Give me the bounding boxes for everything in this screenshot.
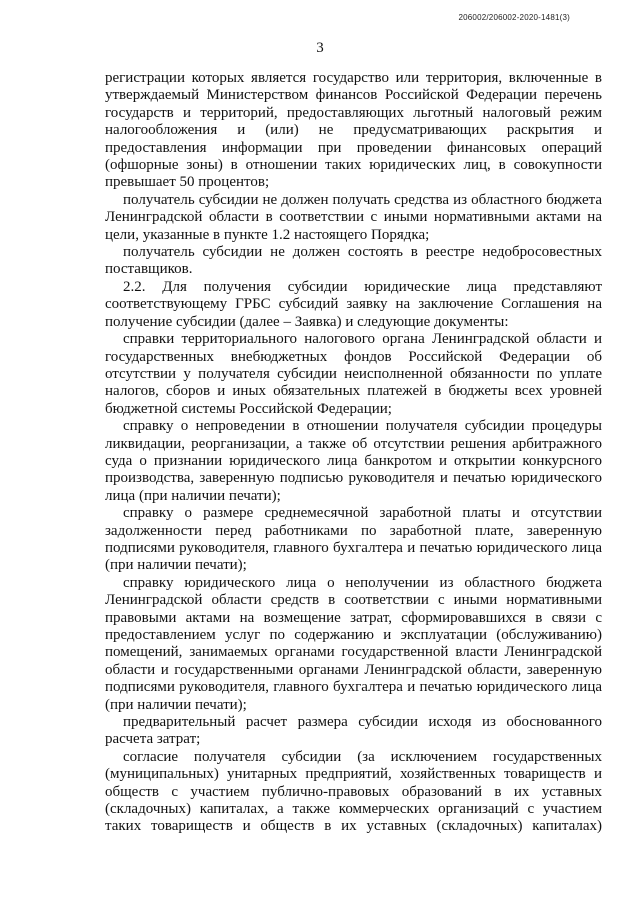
paragraph: справки территориального налогового органа Ленинградской области и государственных внебюджетных фондов Российской Федерации об отсутствии у получателя субсидии неисполненной обязанности по уплате налогов, сборов и иных обязательных платежей в бюджеты всех уровней бюджетной системы Российской Федерации;: [105, 331, 602, 417]
paragraph: справку юридического лица о неполучении из областного бюджета Ленинградской области средств в соответствии с иными нормативными правовыми актами на возмещение затрат, сформировавшихся в связи с предоставлением услуг по содержанию и эксплуатации (обслуживанию) помещений, занимаемых органами государственной власти Ленинградской области и государственными органами Ленинградской области, заверенную подписями руководителя, главного бухгалтера и печатью юридического лица (при наличии печати);: [105, 574, 602, 713]
paragraph: получатель субсидии не должен состоять в реестре недобросовестных поставщиков.: [105, 244, 602, 278]
paragraph: предварительный расчет размера субсидии исходя из обоснованного расчета затрат;: [105, 714, 602, 748]
paragraph: регистрации которых является государство или территория, включенные в утверждаемый Министерством финансов Российской Федерации перечень государств и территорий, предоставляющих льготный налоговый режим налогообложения и (или) не предусматривающих раскрытия и предоставления информации при проведении финансовых операций (офшорные зоны) в отношении таких юридических лиц, в совокупности превышает 50 процентов;: [105, 70, 602, 191]
document-id: 206002/206002-2020-1481(3): [458, 13, 570, 22]
paragraph: 2.2. Для получения субсидии юридические лица представляют соответствующему ГРБС субсидий заявку на заключение Соглашения на получение субсидии (далее – Заявка) и следующие документы:: [105, 278, 602, 330]
paragraph: согласие получателя субсидии (за исключением государственных (муниципальных) унитарных предприятий, хозяйственных товариществ и обществ с участием публично-правовых образований в их уставных (складочных) капиталах, а также коммерческих организаций с участием таких товариществ и обществ в их уставных (складочных) капиталах): [105, 748, 602, 835]
paragraph: справку о размере среднемесячной заработной платы и отсутствии задолженности перед работниками по заработной плате, заверенную подписями руководителя, главного бухгалтера и печатью юридического лица (при наличии печати);: [105, 505, 602, 574]
page-number: 3: [316, 40, 324, 56]
paragraph: получатель субсидии не должен получать средства из областного бюджета Ленинградской области в соответствии с иными нормативными актами на цели, указанные в пункте 1.2 настоящего Порядка;: [105, 191, 602, 243]
paragraph: справку о непроведении в отношении получателя субсидии процедуры ликвидации, реорганизации, а также об отсутствии решения арбитражного суда о признании юридического лица банкротом и открытии конкурсного производства, заверенную подписью руководителя и печатью юридического лица (при наличии печати);: [105, 418, 602, 504]
document-body: [105, 70, 602, 836]
